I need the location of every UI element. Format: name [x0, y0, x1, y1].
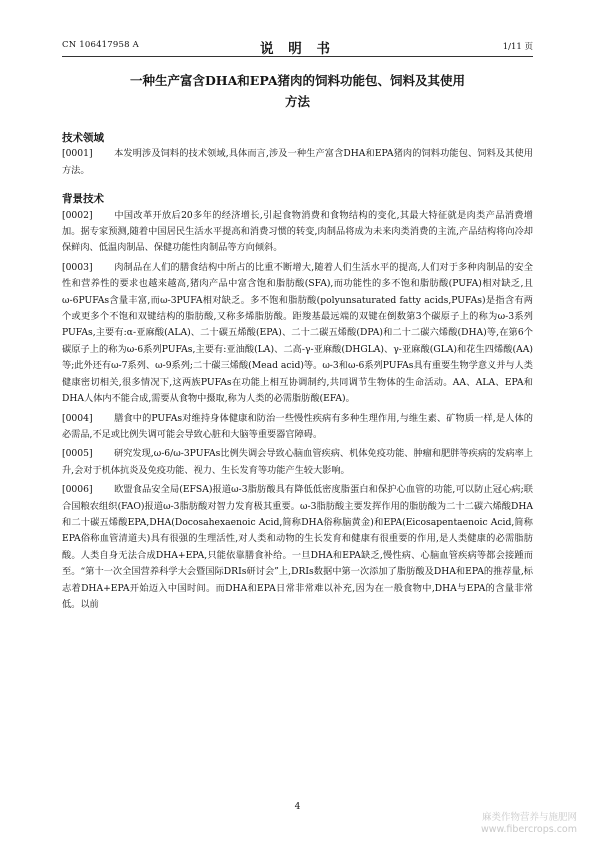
title-line-1: 一种生产富含DHA和EPA猪肉的饲料功能包、饲料及其使用 [129, 73, 466, 88]
section-heading-background: 背景技术 [62, 193, 104, 206]
paragraph-0002 [62, 208, 533, 257]
paragraph-number: [0001] [62, 148, 93, 160]
paragraph-text: 肉制品在人们的膳食结构中所占的比重不断增大,随着人们生活水平的提高,人们对于多种肉制品的安全性和营养性的要求也越来越高,猪肉产品中富含饱和脂肪酸(SFA),而功能性的多不饱和脂肪酸(PUFA)相对缺乏,且ω-6PUFAs含量丰富,而ω-3PUFA相对缺乏。多不饱和脂肪酸(polyunsaturated fatty acids,PUFAs)是指含有两个或更多个不饱和双键结构的脂肪酸,又称多烯脂肪酸。距羧基最远端的双键在倒数第3个碳原子上的称为ω-3系列PUFAs,主要有:α-亚麻酸(ALA)、二十碳五烯酸(EPA)、二十二碳五烯酸(DPA)和二十二碳六烯酸(DHA)等,在第6个碳原子上的称为ω-6系列PUFAs,主要有:亚油酸(LA)、二高-γ-亚麻酸(DHGLA)、γ-亚麻酸(GLA)和花生四烯酸(AA)等;此外还有ω-7系列、ω-9系列;二十碳三烯酸(Mead acid)等。ω-3和ω-6系列PUFAs具有重要生物学意义并与人类健康密切相关,很多情况下,这两族PUFAs在功能上相互协调制约,共同调节生物体的生命活动。AA、ALA、EPA和DHA人体内不能合成,需要从食物中摄取,称为人类的必需脂肪酸(EFA)。 [62, 261, 533, 405]
paragraph-text: 中国改革开放后20多年的经济增长,引起食物消费和食物结构的变化,其最大特征就是肉类产品消费增加。据专家预测,随着中国居民生活水平提高和消费习惯的转变,肉制品将成为未来肉类消费的主流,产品结构将向冷却保鲜肉、低温肉制品、保健功能性肉制品等方向倾斜。 [62, 209, 533, 254]
page-number: 4 [294, 802, 301, 812]
paragraph-number: [0006] [62, 484, 93, 496]
page-header [62, 37, 533, 57]
paragraph-text: 膳食中的PUFAs对维持身体健康和防治一些慢性疾病有多种生理作用,与维生素、矿物质一样,是人体的必需品,不足或比例失调可能会导致心脏和大脑等重要器官障碍。 [62, 412, 533, 440]
site-watermark [481, 812, 577, 836]
paragraph-text: 研究发现,ω-6/ω-3PUFAs比例失调会导致心脑血管疾病、机体免疫功能、肿瘤和肥胖等疾病的发病率上升,会对于机体抗炎及免疫功能、视力、生长发育等功能产生较大影响。 [62, 448, 533, 476]
paragraph-0001 [62, 146, 533, 179]
publication-number: CN 106417958 A [62, 40, 139, 50]
document-body [62, 130, 533, 616]
paragraph-number: [0002] [62, 209, 93, 221]
paragraph-text: 本发明涉及饲料的技术领域,具体而言,涉及一种生产富含DHA和EPA猪肉的饲料功能包、饲料及其使用方法。 [62, 148, 533, 176]
watermark-line-1: 麻类作物营养与施肥网 [481, 812, 577, 823]
paragraph-0005 [62, 446, 533, 479]
paragraph-0004 [62, 411, 533, 444]
page-count: 1/11 页 [502, 42, 533, 52]
document-title [62, 70, 533, 112]
section-heading-tech-field: 技术领域 [62, 132, 104, 144]
paragraph-number: [0004] [62, 412, 93, 424]
paragraph-0006 [62, 482, 533, 613]
paragraph-0003 [62, 260, 533, 408]
paragraph-text: 欧盟食品安全局(EFSA)报道ω-3脂肪酸具有降低低密度脂蛋白和保护心血管的功能,可以防止冠心病;联合国粮农组织(FAO)报道ω-3脂肪酸对智力发育极其重要。ω-3脂肪酸主要发挥作用的脂肪酸为二十二碳六烯酸DHA和二十碳五烯酸EPA,DHA(Docosahexaenoic Acid,简称DHA俗称脑黄金)和EPA(Eicosapentaenoic Acid,简称EPA俗称血管清道夫)具有很强的生理活性,对人类和动物的生长发育和健康有很重要的作用,是人类健康的必需脂肪酸。人类自身无法合成DHA+EPA,只能依靠膳食补给。一旦DHA和EPA缺乏,慢性病、心脑血管疾病等都会接踵而至。“第十一次全国营养科学大会暨国际DRIs研讨会”上,DRIs数据中第一次添加了脂肪酸及DHA和EPA的推荐量,标志着DHA+EPA开始迈入中国时间。而DHA和EPA日常非常难以补充,因为在一般食物中,DHA与EPA的含量非常低。以前 [62, 484, 533, 610]
document-type: 说 明 书 [260, 41, 335, 57]
header-divider [62, 56, 533, 57]
paragraph-number: [0005] [62, 448, 93, 460]
watermark-line-2: www.fibercrops.com [480, 824, 577, 835]
paragraph-number: [0003] [62, 261, 93, 273]
title-line-2: 方法 [284, 94, 310, 109]
